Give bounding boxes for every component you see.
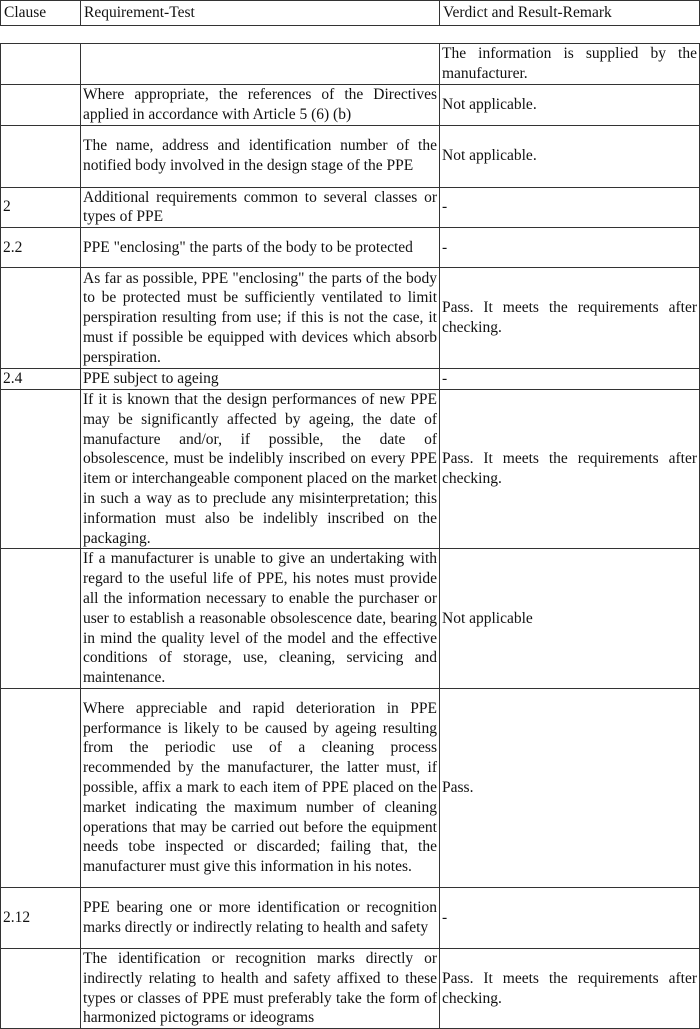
table-row [1,268,700,369]
table-row [1,125,700,187]
requirement-cell: Where appreciable and rapid deterioration in PPE performance is likely to be caused by ageing resulting from the periodic use of a cleaning process recommended by the manufacturer, the latter must, if possible, affix a mark to each item of PPE placed on the market indicating the maximum number of cleaning operations that may be carried out before the equipment needs tobe inspected or discarded; failing that, the manufacturer must give this information in his notes. [81,688,440,887]
requirement-cell: Where appropriate, the references of the Directives applied in accordance with Article 5 (6) (b) [81,84,440,125]
requirement-cell: PPE "enclosing" the parts of the body to be protected [81,228,440,268]
table-row [1,887,700,948]
table-row [1,44,700,85]
verdict-cell: Pass. [440,688,700,887]
verdict-column-header: Verdict and Result-Remark [440,1,700,26]
clause-cell [1,549,81,689]
requirement-cell: As far as possible, PPE "enclosing" the parts of the body to be protected must be sufficiently ventilated to limit perspiration resulting from use; if this is not the case, it must if possible be equipped with devices which absorb perspiration. [81,268,440,369]
verdict-cell: Not applicable. [440,125,700,187]
requirement-cell: If a manufacturer is unable to give an undertaking with regard to the useful life of PPE, his notes must provide all the information necessary to enable the purchaser or user to establish a reasonable obsolescence date, bearing in mind the quality level of the model and the effective conditions of storage, use, cleaning, servicing and maintenance. [81,549,440,689]
verdict-cell: - [440,187,700,228]
requirement-cell: PPE bearing one or more identification or recognition marks directly or indirectly relating to health and safety [81,887,440,948]
table-row [1,369,700,390]
requirement-cell: Additional requirements common to several classes or types of PPE [81,187,440,228]
clause-cell [1,948,81,1028]
verdict-cell: - [440,369,700,390]
clause-cell: 2.12 [1,887,81,948]
verdict-cell: Pass. It meets the requirements after checking. [440,268,700,369]
verdict-cell: Pass. It meets the requirements after checking. [440,948,700,1028]
clause-cell [1,268,81,369]
clause-cell: 2 [1,187,81,228]
column-header-table [0,0,700,26]
header-row [1,1,700,26]
requirements-table [0,43,700,1029]
verdict-cell: The information is supplied by the manufacturer. [440,44,700,85]
clause-cell [1,44,81,85]
verdict-cell: Not applicable. [440,84,700,125]
table-row [1,549,700,689]
clause-cell [1,389,81,548]
table-row [1,948,700,1028]
clause-cell [1,125,81,187]
requirement-column-header: Requirement-Test [81,1,440,26]
requirement-cell: If it is known that the design performances of new PPE may be significantly affected by ageing, the date of manufacture and/or, if possible, the date of obsolescence, must be indelibly inscribed on every PPE item or interchangeable component placed on the market in such a way as to preclude any misinterpretation; this information must also be indelibly inscribed on the packaging. [81,389,440,548]
clause-column-header: Clause [1,1,81,26]
clause-cell [1,688,81,887]
requirement-cell: The name, address and identification number of the notified body involved in the design stage of the PPE [81,125,440,187]
clause-cell [1,84,81,125]
clause-cell: 2.4 [1,369,81,390]
verdict-cell: - [440,228,700,268]
requirement-cell [81,44,440,85]
verdict-cell: Pass. It meets the requirements after checking. [440,389,700,548]
clause-cell: 2.2 [1,228,81,268]
table-row [1,187,700,228]
table-row [1,688,700,887]
requirement-cell: The identification or recognition marks directly or indirectly relating to health and safety affixed to these types or classes of PPE must preferably take the form of harmonized pictograms or ideograms [81,948,440,1028]
table-row [1,389,700,548]
requirement-cell: PPE subject to ageing [81,369,440,390]
verdict-cell: - [440,887,700,948]
table-row [1,228,700,268]
table-row [1,84,700,125]
verdict-cell: Not applicable [440,549,700,689]
